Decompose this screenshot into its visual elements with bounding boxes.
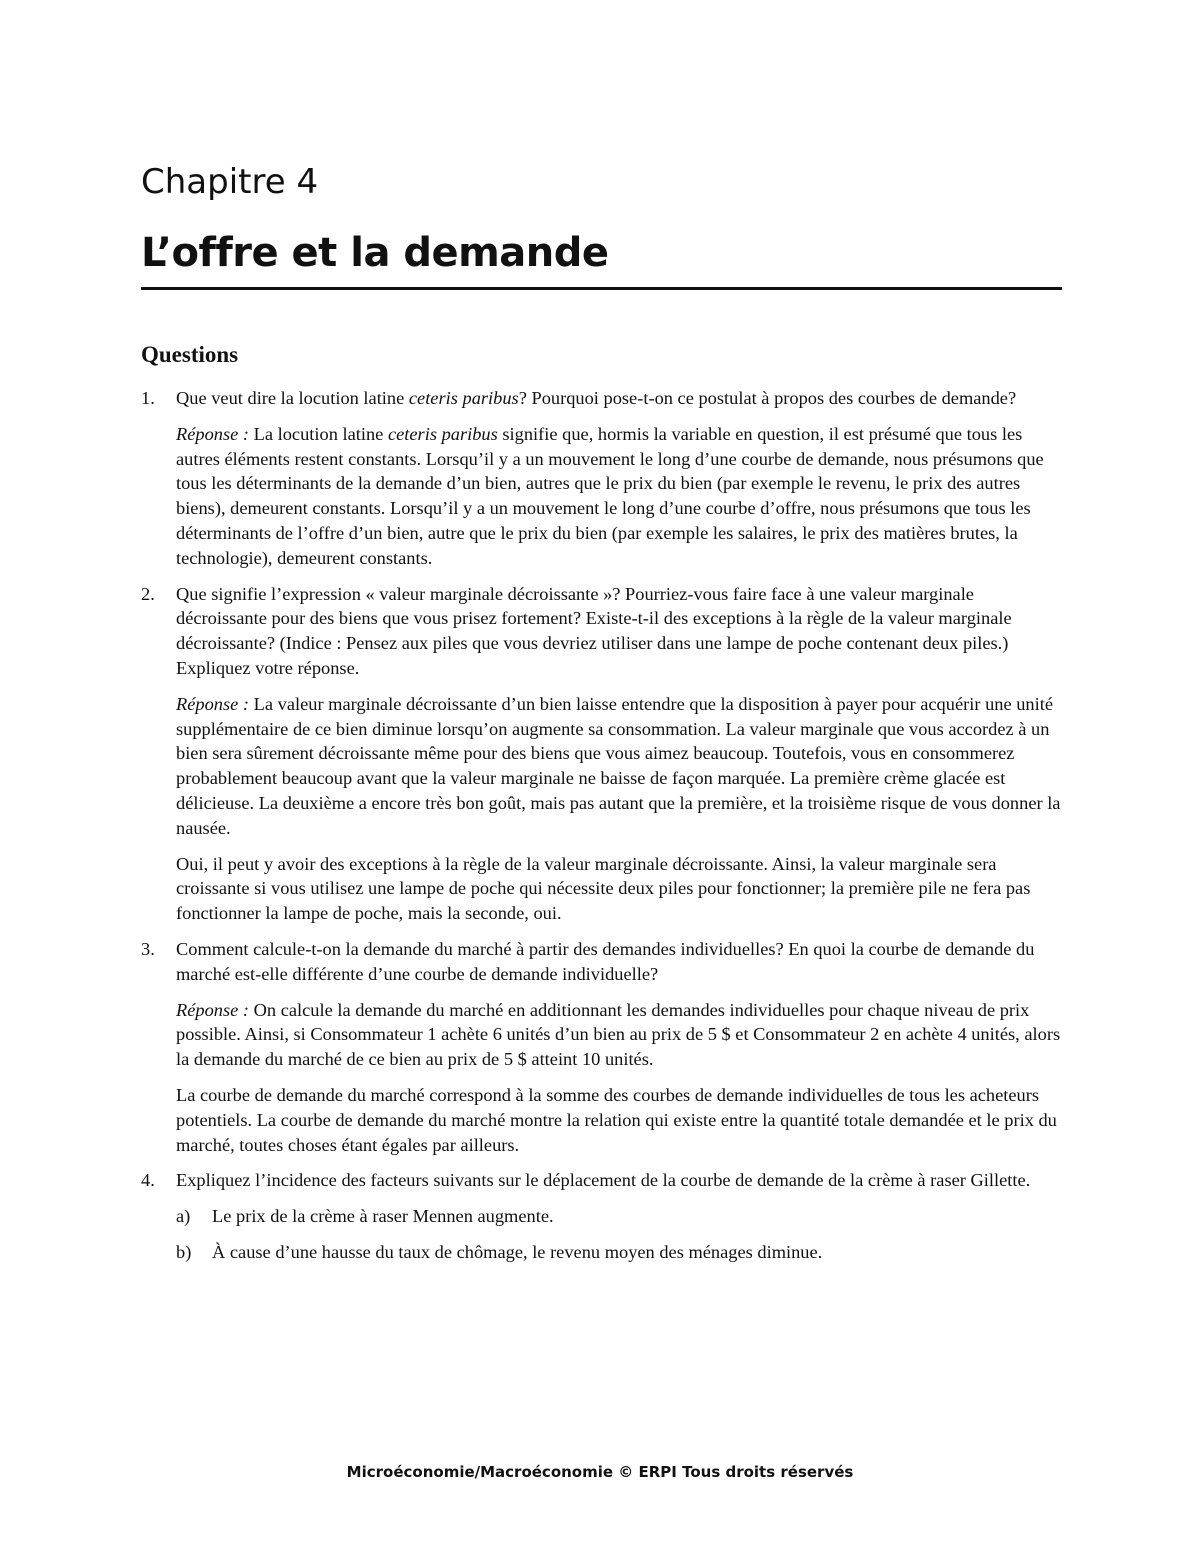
sub-item-text: À cause d’une hausse du taux de chômage, le revenu moyen des ménages diminue. <box>212 1241 823 1262</box>
answer-text: Réponse : La valeur marginale décroissante d’un bien laisse entendre que la disposition à payer pour acquérir une unité supplémentaire de ce bien diminue lorsqu’on augmente sa consommation. La valeur marginale que vous accordez à un bien sera sûrement décroissante même pour des biens que vous aimez beaucoup. Toutefois, vous en consommerez probablement beaucoup avant que la valeur marginale ne baisse de façon marquée. La première crème glacée est délicieuse. La deuxième a encore très bon goût, mais pas autant que la première, et la troisième risque de vous donner la nausée. <box>176 693 1061 838</box>
answer-text: Réponse : On calcule la demande du marché en additionnant les demandes individuelles pour chaque niveau de prix possible. Ainsi, si Consommateur 1 achète 6 unités d’un bien au prix de 5 $ et Consommateur 2 en achète 4 unités, alors la demande du marché de ce bien au prix de 5 $ atteint 10 unités. <box>176 999 1061 1070</box>
answer-text: Réponse : La locution latine ceteris paribus signifie que, hormis la variable en question, il est présumé que tous les autres éléments restent constants. Lorsqu’il y a un mouvement le long d’une courbe de demande, nous présumons que tous les déterminants de la demande d’un bien, autres que le prix du bien (par exemple le revenu, le prix des autres biens), demeurent constants. Lorsqu’il y a un mouvement le long d’une courbe d’offre, nous présumons que tous les déterminants de l’offre d’un bien, autre que le prix du bien (par exemple les salaires, le prix des matières brutes, la technologie), demeurent constants. <box>176 423 1044 568</box>
question-text: Que veut dire la locution latine ceteris paribus? Pourquoi pose-t-on ce postulat à propos des courbes de demande? <box>176 388 1017 408</box>
answer-continuation: La courbe de demande du marché correspond à la somme des courbes de demande individuelles de tous les acheteurs potentiels. La courbe de demande du marché montre la relation qui existe entre la quantité totale demandée et le prix du marché, toutes choses étant égales par ailleurs. <box>176 1084 1057 1155</box>
question-4 <box>141 1168 1062 1264</box>
sub-item-a <box>176 1204 1062 1229</box>
answer-continuation: Oui, il peut y avoir des exceptions à la règle de la valeur marginale décroissante. Ainsi, la valeur marginale sera croissante si vous utilisez une lampe de poche qui nécessite deux piles pour fonctionner; la première pile ne fera pas fonctionner la lampe de poche, mais la seconde, oui. <box>176 853 1031 924</box>
questions-body <box>141 386 1062 1276</box>
answer-label: Réponse : <box>176 999 250 1020</box>
sub-item-label: a) <box>176 1206 191 1227</box>
question-text: Comment calcule-t-on la demande du marché à partir des demandes individuelles? En quoi la courbe de demande du marché est-elle différente d’une courbe de demande individuelle? <box>176 938 1035 984</box>
question-number: 1. <box>141 388 155 408</box>
chapter-title: L’offre et la demande <box>141 230 609 276</box>
title-divider <box>141 287 1062 290</box>
chapter-number: Chapitre 4 <box>141 162 319 202</box>
page-footer: Microéconomie/Macroéconomie © ERPI Tous droits réservés <box>346 1463 854 1481</box>
sub-item-label: b) <box>176 1241 192 1262</box>
question-number: 2. <box>141 583 155 604</box>
question-number: 4. <box>141 1170 155 1191</box>
answer-label: Réponse : <box>176 423 250 444</box>
question-text: Que signifie l’expression « valeur marginale décroissante »? Pourriez-vous faire face à une valeur marginale décroissante pour des biens que vous prisez fortement? Existe-t-il des exceptions à la règle de la valeur marginale décroissante? (Indice : Pensez aux piles que vous devriez utiliser dans une lampe de poche contenant deux piles.) Expliquez votre réponse. <box>176 583 1012 678</box>
question-text: Expliquez l’incidence des facteurs suivants sur le déplacement de la courbe de demande de la crème à raser Gillette. <box>176 1170 1031 1191</box>
answer-label: Réponse : <box>176 693 250 714</box>
question-2 <box>141 582 1062 926</box>
sub-item-text: Le prix de la crème à raser Mennen augmente. <box>212 1206 554 1227</box>
question-3 <box>141 937 1062 1157</box>
question-1 <box>141 386 1062 571</box>
section-heading: Questions <box>141 342 239 367</box>
sub-item-b <box>176 1240 1062 1265</box>
question-number: 3. <box>141 938 155 959</box>
